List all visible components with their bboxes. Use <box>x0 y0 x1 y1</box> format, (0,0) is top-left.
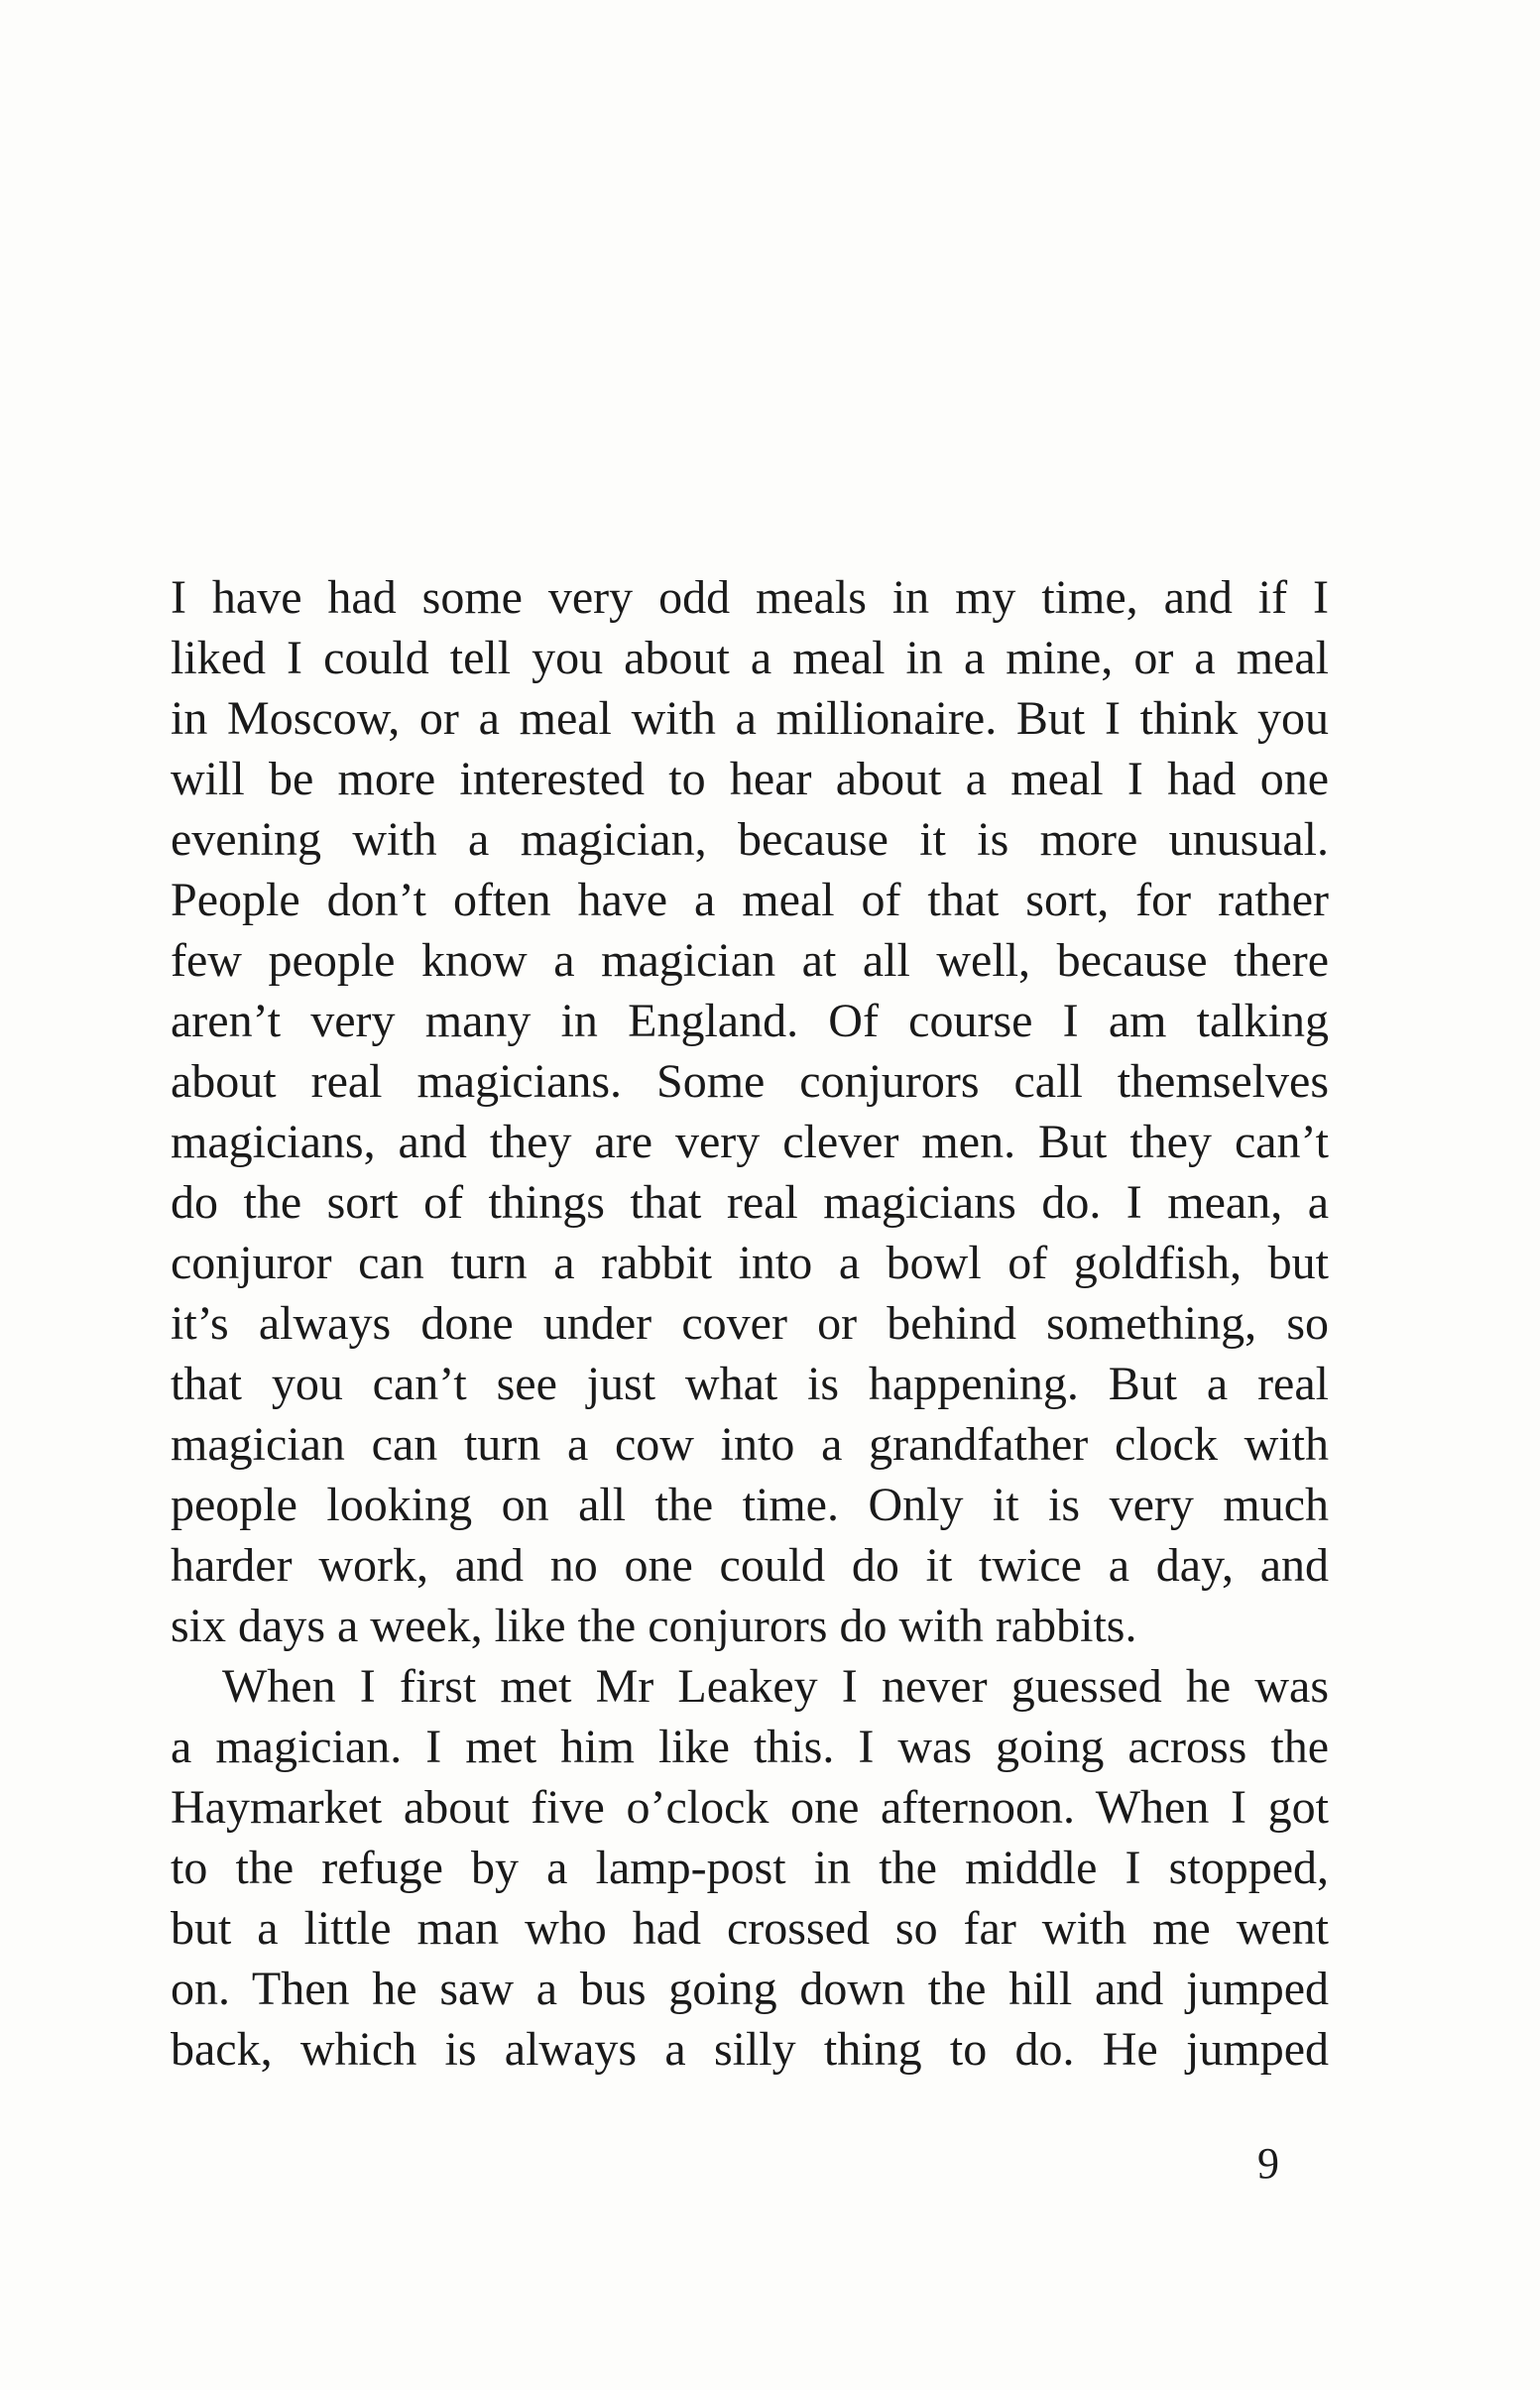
text-line: conjuror can turn a rabbit into a bowl of goldfish, but <box>171 1237 1329 1289</box>
text-line: harder work, and no one could do it twice a day, and <box>171 1539 1329 1592</box>
text-line: Haymarket about five o’clock one afternoon. When I got <box>171 1781 1329 1834</box>
text-line: that you can’t see just what is happening. But a real <box>171 1358 1329 1410</box>
body-text <box>171 567 1329 2080</box>
text-line: on. Then he saw a bus going down the hill and jumped <box>171 1963 1329 2015</box>
text-line: When I first met Mr Leakey I never guessed he was <box>222 1660 1329 1713</box>
text-line: about real magicians. Some conjurors call themselves <box>171 1055 1329 1108</box>
paragraph-1 <box>171 567 1329 1656</box>
text-line: to the refuge by a lamp-post in the middle I stopped, <box>171 1842 1329 1894</box>
text-line: magicians, and they are very clever men. But they can’t <box>171 1116 1329 1168</box>
paragraph-2 <box>171 1656 1329 2080</box>
text-line: back, which is always a silly thing to do. He jumped <box>171 2023 1329 2076</box>
page-number: 9 <box>1257 2139 1279 2188</box>
text-line: evening with a magician, because it is more unusual. <box>171 813 1329 866</box>
text-line: aren’t very many in England. Of course I am talking <box>171 995 1329 1047</box>
text-line: people looking on all the time. Only it is very much <box>171 1479 1329 1531</box>
text-line: will be more interested to hear about a meal I had one <box>171 753 1329 805</box>
text-line: a magician. I met him like this. I was going across the <box>171 1721 1329 1773</box>
text-line: People don’t often have a meal of that sort, for rather <box>171 874 1329 926</box>
text-line: but a little man who had crossed so far with me went <box>171 1902 1329 1955</box>
text-line: I have had some very odd meals in my time, and if I <box>171 571 1329 624</box>
text-line: liked I could tell you about a meal in a mine, or a meal <box>171 632 1329 684</box>
text-line: it’s always done under cover or behind something, so <box>171 1297 1329 1350</box>
text-line: few people know a magician at all well, because there <box>171 934 1329 987</box>
text-line: do the sort of things that real magicians do. I mean, a <box>171 1176 1329 1229</box>
text-line: in Moscow, or a meal with a millionaire. But I think you <box>171 692 1329 745</box>
text-line: magician can turn a cow into a grandfather clock with <box>171 1418 1329 1471</box>
text-line: six days a week, like the conjurors do with rabbits. <box>171 1600 1137 1652</box>
